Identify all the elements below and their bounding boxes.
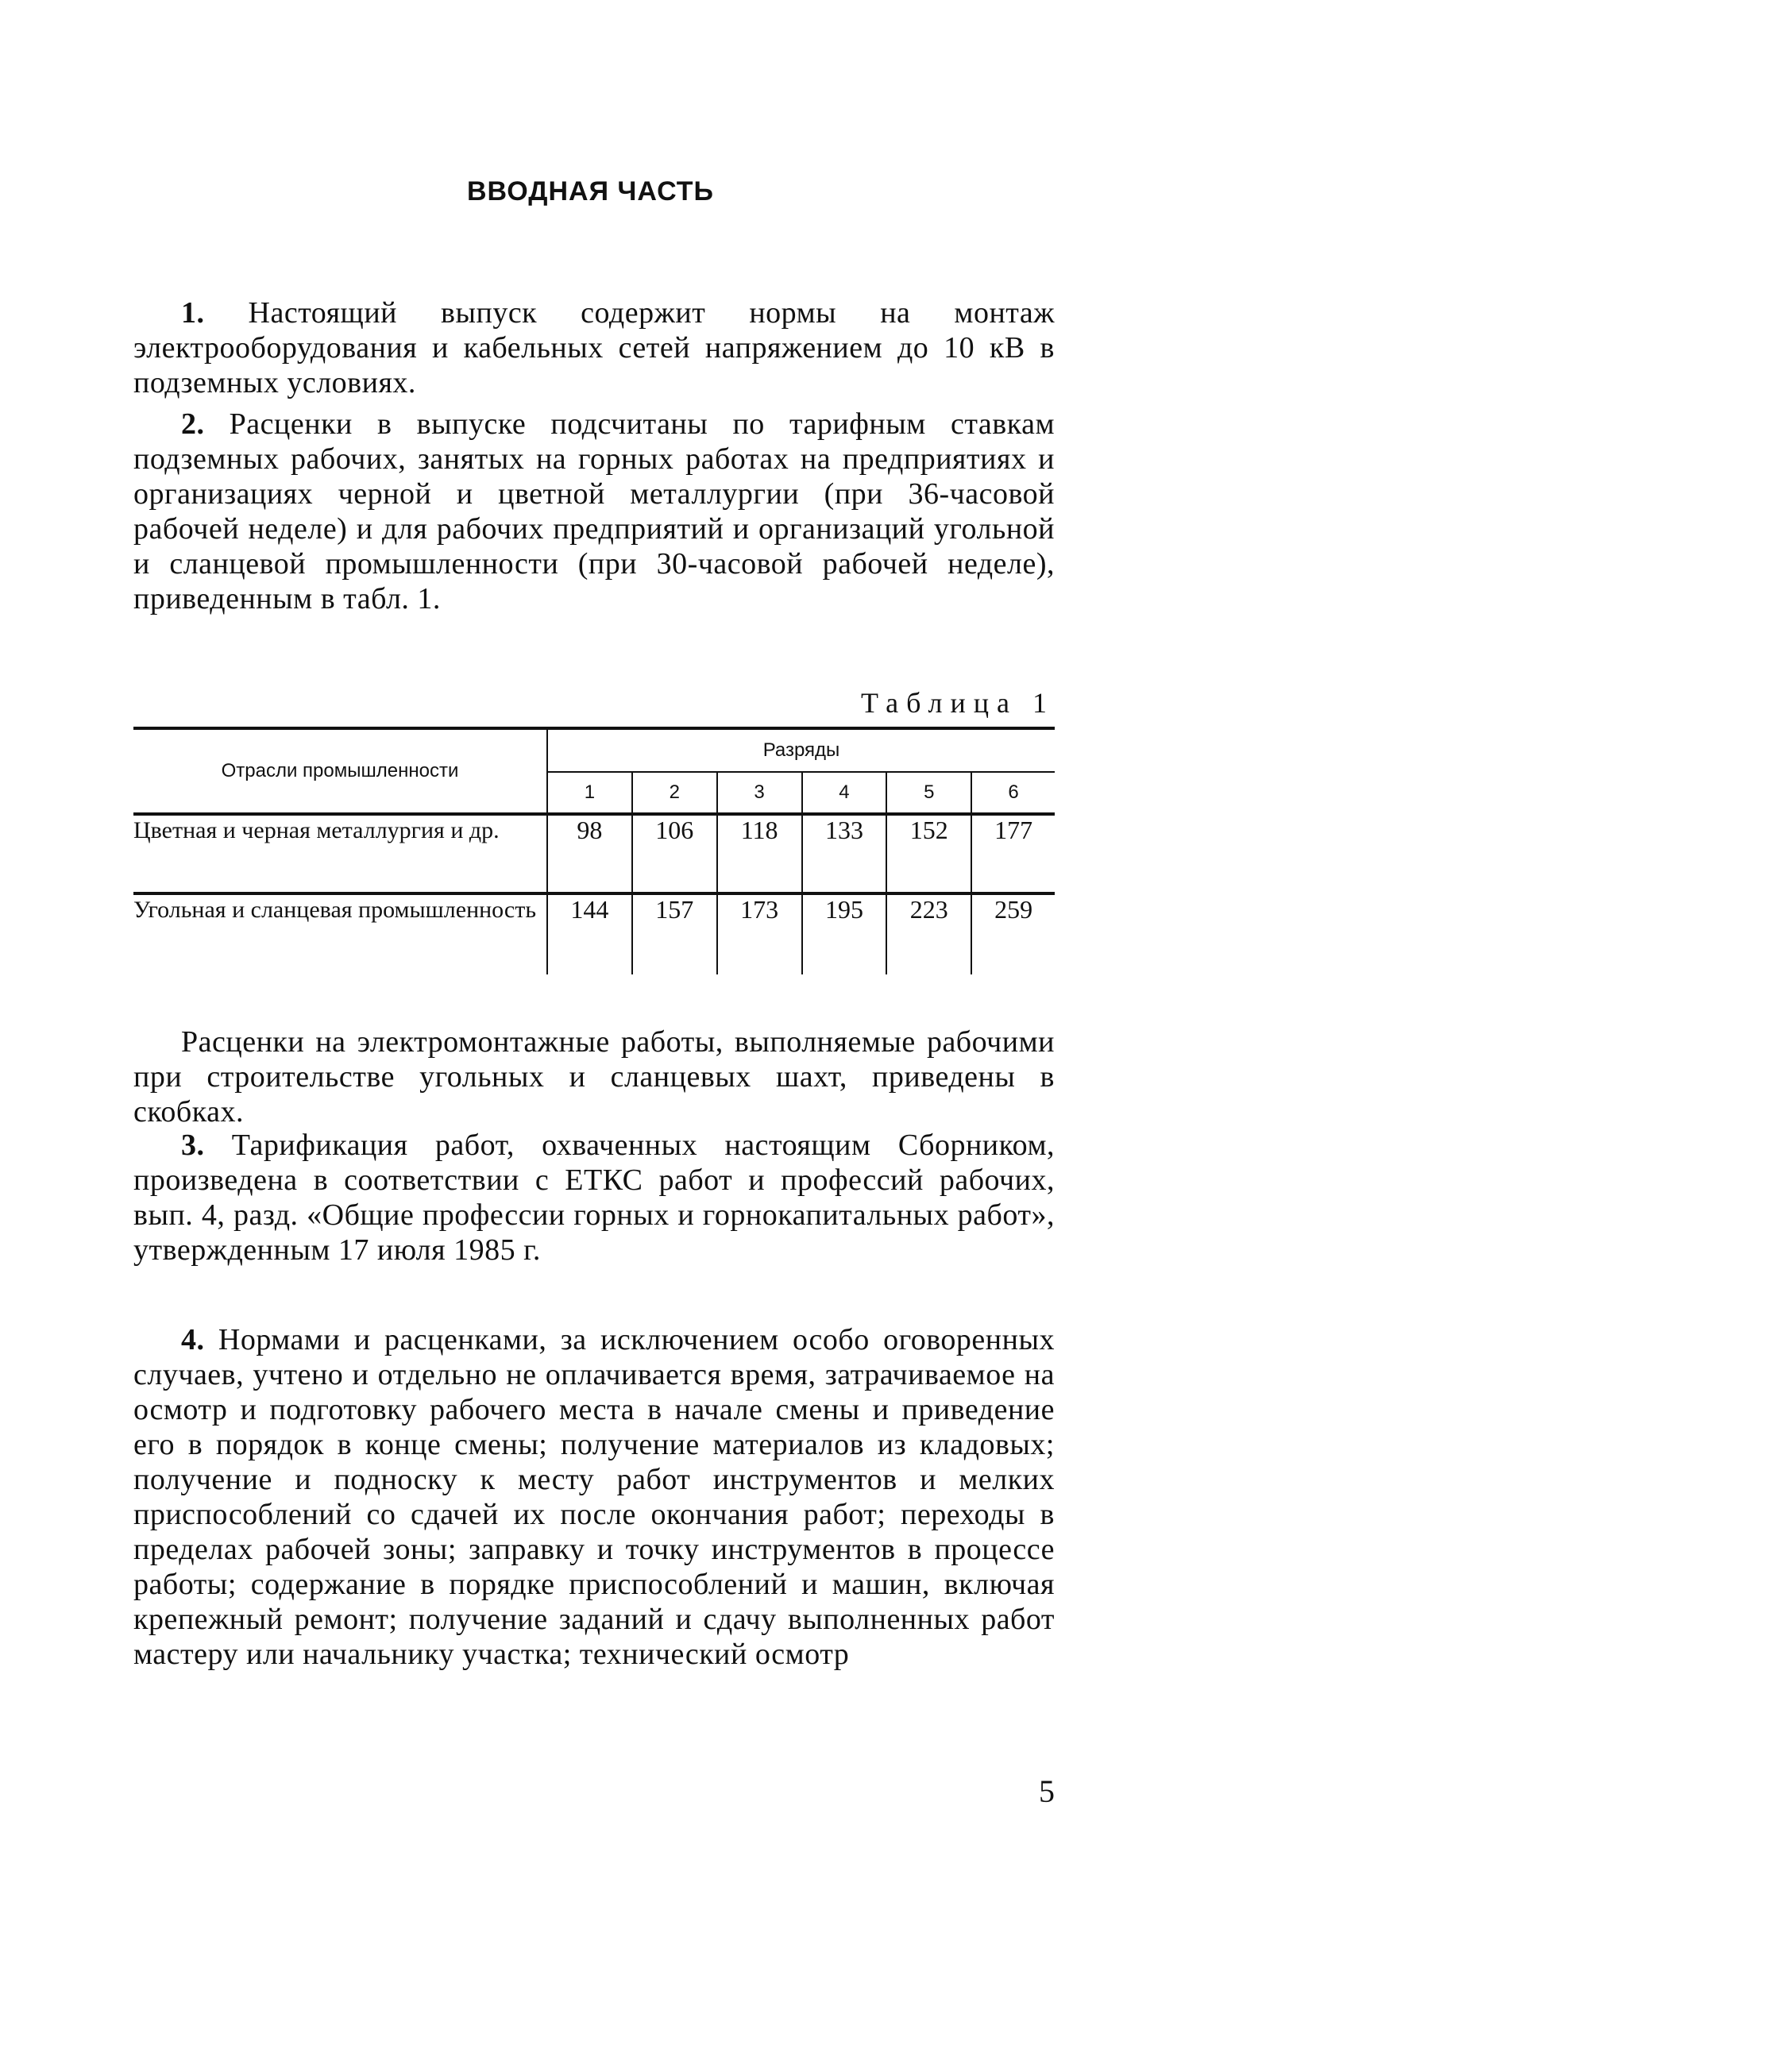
rate-cell: 118 xyxy=(717,814,802,893)
rate-cell: 177 xyxy=(971,814,1055,893)
grade-header: 2 xyxy=(632,772,717,814)
page-number: 5 xyxy=(1039,1773,1055,1809)
table-row xyxy=(133,893,1055,974)
rate-cell: 144 xyxy=(547,893,632,974)
rate-cell: 157 xyxy=(632,893,717,974)
grade-header: 3 xyxy=(717,772,802,814)
paragraph-2 xyxy=(133,407,1055,616)
row-branch-label: Цветная и черная металлургия и др. xyxy=(133,814,547,893)
rate-cell: 152 xyxy=(886,814,971,893)
rate-cell: 106 xyxy=(632,814,717,893)
paragraph-1-number: 1. xyxy=(181,296,205,330)
paragraph-1-text: Настоящий выпуск содержит нормы на монтаж электрооборудования и кабельных сетей напряжением до 10 кВ в подземных условиях. xyxy=(133,296,1055,399)
grade-header: 4 xyxy=(802,772,887,814)
grade-header: 5 xyxy=(886,772,971,814)
paragraph-after-table: Расценки на электромонтажные работы, выполняемые рабочими при строительстве угольных и сланцевых шахт, приведены в скобках. xyxy=(133,1025,1055,1129)
rate-cell: 259 xyxy=(994,895,1033,924)
rate-cell: 223 xyxy=(886,893,971,974)
paragraph-2-text: Расценки в выпуске подсчитаны по тарифным ставкам подземных рабочих, занятых на горных работах на предприятиях и организациях черной и цветной металлургии (при 36-часовой рабочей неделе) и для рабочих предприятий и организаций угольной и сланцевой промышленности (при 30-часовой рабочей неделе), приведенным в табл. 1. xyxy=(133,407,1055,615)
paragraph-4 xyxy=(133,1322,1055,1672)
rate-cell: 195 xyxy=(802,893,887,974)
grade-header: 6 xyxy=(971,772,1055,814)
paragraph-3-text: Тарификация работ, охваченных настоящим Сборником, произведена в соответствии с ЕТКС работ и профессий рабочих, вып. 4, разд. «Общие профессии горных и горнокапитальных работ», утвержденным 17 июля 1985 г. xyxy=(133,1129,1055,1267)
rate-cell: 133 xyxy=(802,814,887,893)
paragraph-3-number: 3. xyxy=(181,1129,205,1162)
rate-cell: 98 xyxy=(547,814,632,893)
header-branch: Отрасли промышленности xyxy=(133,728,547,814)
section-title: ВВОДНАЯ ЧАСТЬ xyxy=(467,176,714,206)
header-grades: Разряды xyxy=(547,728,1055,772)
paragraph-4-number: 4. xyxy=(181,1323,205,1356)
grade-header: 1 xyxy=(547,772,632,814)
paragraph-4-text: Нормами и расценками, за исключением особо оговоренных случаев, учтено и отдельно не оплачивается время, затрачиваемое на осмотр и подготовку рабочего места в начале смены и приведение его в порядок в конце смены; получение материалов из кладовых; получение и подноску к месту работ инструментов и мелких приспособлений со сдачей их после окончания работ; переходы в пределах рабочей зоны; заправку и точку инструментов в процессе работы; содержание в порядке приспособлений и машин, включая крепежный ремонт; получение заданий и сдачу выполненных работ мастеру или начальнику участка; технический осмотр xyxy=(133,1323,1055,1671)
paragraph-1 xyxy=(133,295,1055,400)
rates-table xyxy=(133,727,1055,974)
row-branch-label: Угольная и сланцевая промышленность xyxy=(133,893,547,974)
table-caption: Таблица 1 xyxy=(861,687,1055,719)
paragraph-2-number: 2. xyxy=(181,407,205,441)
rate-cell: 173 xyxy=(717,893,802,974)
paragraph-3 xyxy=(133,1128,1055,1268)
table-row xyxy=(133,814,1055,893)
